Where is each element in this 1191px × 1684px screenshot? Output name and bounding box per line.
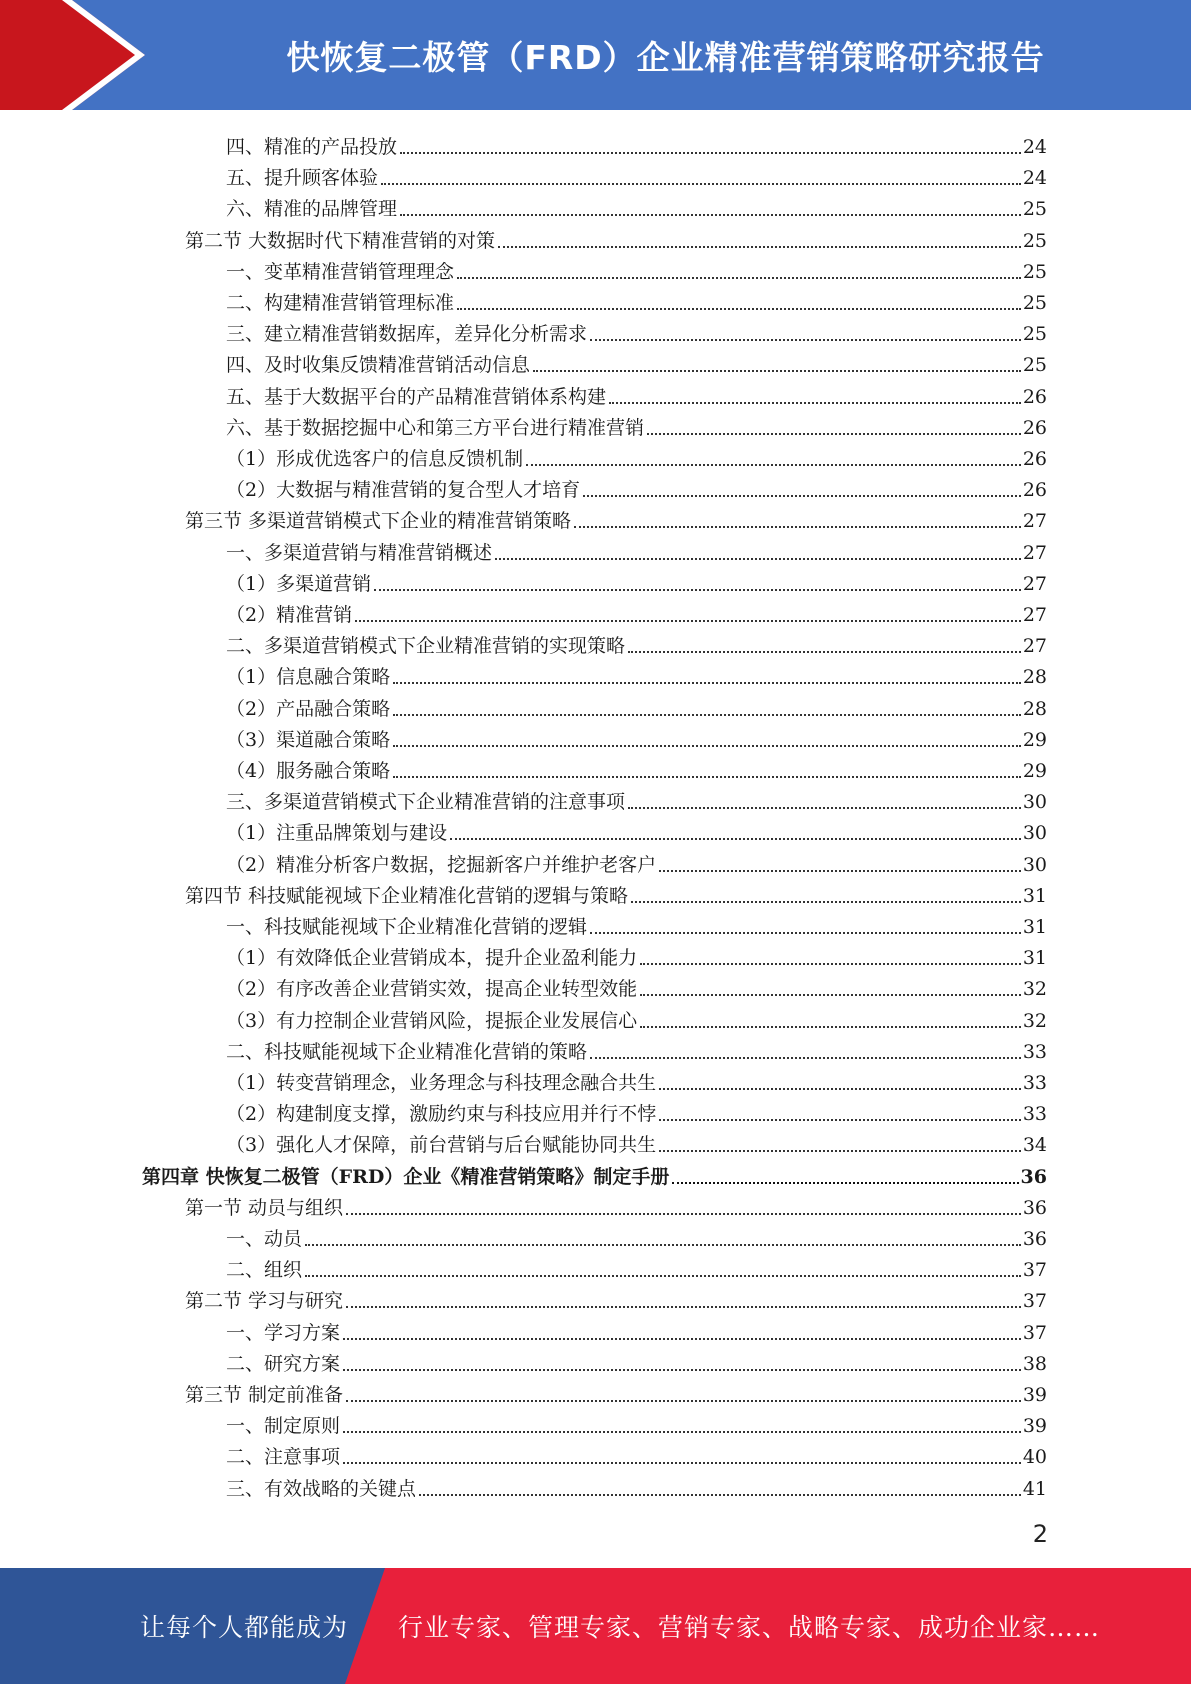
toc-entry[interactable]	[226, 752, 1047, 783]
toc-entry[interactable]	[226, 534, 1047, 565]
toc-entry-page: 27	[1022, 635, 1047, 658]
toc-entry-page: 25	[1022, 229, 1047, 252]
toc-entry-label: （1）形成优选客户的信息反馈机制	[226, 448, 524, 470]
toc-entry-page: 28	[1022, 697, 1047, 720]
toc-leader-dots	[640, 963, 1021, 965]
toc-leader-dots	[393, 776, 1021, 778]
toc-entry[interactable]	[185, 1282, 1047, 1313]
toc-entry-label: （2）精准营销	[226, 604, 353, 626]
toc-leader-dots	[400, 214, 1021, 216]
toc-entry[interactable]	[226, 1407, 1047, 1438]
toc-leader-dots	[419, 1494, 1021, 1496]
toc-entry[interactable]	[226, 1064, 1047, 1095]
toc-entry-page: 26	[1022, 448, 1047, 470]
toc-entry[interactable]	[226, 596, 1047, 627]
toc-entry-page: 29	[1022, 728, 1047, 751]
toc-leader-dots	[659, 1088, 1021, 1090]
toc-entry[interactable]	[226, 1095, 1047, 1126]
toc-leader-dots	[672, 1182, 1018, 1184]
toc-entry[interactable]	[226, 627, 1047, 658]
toc-leader-dots	[400, 152, 1021, 154]
toc-entry[interactable]	[226, 128, 1047, 159]
toc-leader-dots	[631, 901, 1021, 903]
toc-entry-label: 二、组织	[226, 1259, 303, 1282]
toc-entry-label: 四、精准的产品投放	[226, 136, 398, 158]
toc-leader-dots	[457, 308, 1021, 310]
toc-entry[interactable]	[226, 814, 1047, 845]
toc-entry-label: （2）构建制度支撑，激励约束与科技应用并行不悖	[226, 1103, 657, 1126]
toc-entry[interactable]	[226, 190, 1047, 221]
toc-entry-label: （1）信息融合策略	[226, 666, 391, 689]
toc-leader-dots	[640, 994, 1021, 996]
toc-leader-dots	[381, 183, 1021, 185]
toc-entry[interactable]	[226, 1220, 1047, 1251]
toc-entry[interactable]	[226, 471, 1047, 502]
toc-entry[interactable]	[226, 1033, 1047, 1064]
toc-entry-page: 33	[1022, 1103, 1047, 1126]
toc-entry-page: 27	[1022, 604, 1047, 626]
toc-entry[interactable]	[185, 222, 1047, 253]
footer-slogan: 让每个人都能成为	[140, 1613, 349, 1642]
toc-entry-label: 二、注意事项	[226, 1446, 341, 1469]
toc-entry[interactable]	[226, 159, 1047, 190]
toc-entry-page: 25	[1022, 354, 1047, 377]
toc-entry-label: 三、有效战略的关键点	[226, 1477, 417, 1500]
toc-entry-page: 34	[1022, 1134, 1047, 1157]
toc-entry[interactable]	[226, 284, 1047, 315]
toc-entry-page: 37	[1022, 1321, 1047, 1344]
toc-entry-page: 41	[1022, 1477, 1047, 1500]
toc-entry[interactable]	[226, 315, 1047, 346]
toc-entry[interactable]	[226, 1470, 1047, 1501]
toc-entry[interactable]	[226, 939, 1047, 970]
toc-entry-page: 36	[1022, 1196, 1047, 1219]
toc-entry[interactable]	[226, 846, 1047, 877]
header-banner	[0, 0, 1191, 110]
toc-leader-dots	[526, 464, 1021, 466]
toc-entry-label: 第三节 多渠道营销模式下企业的精准营销策略	[185, 510, 572, 533]
toc-entry-page: 32	[1022, 1009, 1047, 1032]
toc-entry-label: 一、科技赋能视域下企业精准化营销的逻辑	[226, 916, 588, 938]
toc-entry-label: （3）渠道融合策略	[226, 728, 391, 751]
toc-leader-dots	[583, 495, 1021, 497]
toc-entry[interactable]	[226, 970, 1047, 1001]
toc-leader-dots	[346, 1213, 1021, 1215]
toc-entry-label: （2）有序改善企业营销实效，提高企业转型效能	[226, 978, 638, 1001]
toc-entry[interactable]	[226, 1126, 1047, 1157]
toc-entry-label: （1）多渠道营销	[226, 572, 372, 595]
toc-entry-page: 39	[1022, 1415, 1047, 1438]
toc-entry-page: 25	[1022, 292, 1047, 314]
toc-entry-label: （1）注重品牌策划与建设	[226, 822, 448, 845]
toc-leader-dots	[305, 1275, 1021, 1277]
toc-leader-dots	[343, 1462, 1021, 1464]
toc-entry-label: 一、制定原则	[226, 1415, 341, 1438]
toc-entry-page: 30	[1022, 791, 1047, 814]
toc-leader-dots	[355, 620, 1021, 622]
toc-entry-label: 第四章 快恢复二极管（FRD）企业《精准营销策略》制定手册	[142, 1165, 670, 1188]
toc-leader-dots	[647, 433, 1021, 435]
toc-leader-dots	[659, 870, 1021, 872]
toc-entry[interactable]	[226, 908, 1047, 939]
toc-entry-label: 第二节 学习与研究	[185, 1290, 344, 1313]
toc-entry-label: （4）服务融合策略	[226, 760, 391, 782]
toc-entry[interactable]	[226, 409, 1047, 440]
toc-entry[interactable]	[226, 253, 1047, 284]
toc-entry-page: 28	[1022, 666, 1047, 689]
toc-entry-label: 二、多渠道营销模式下企业精准营销的实现策略	[226, 635, 626, 658]
toc-entry-page: 26	[1022, 385, 1047, 408]
toc-leader-dots	[609, 402, 1021, 404]
toc-entry-page: 38	[1022, 1352, 1047, 1375]
toc-entry-page: 39	[1022, 1384, 1047, 1406]
toc-entry-page: 25	[1022, 198, 1047, 221]
toc-entry-label: （3）强化人才保障，前台营销与后台赋能协同共生	[226, 1134, 657, 1157]
toc-entry-page: 24	[1022, 167, 1047, 190]
toc-leader-dots	[343, 1369, 1021, 1371]
toc-entry[interactable]	[226, 783, 1047, 814]
toc-entry-label: 四、及时收集反馈精准营销活动信息	[226, 354, 531, 377]
toc-entry-label: 一、动员	[226, 1228, 303, 1250]
toc-entry[interactable]	[142, 1158, 1047, 1189]
toc-leader-dots	[457, 277, 1021, 279]
toc-entry-label: 第二节 大数据时代下精准营销的对策	[185, 229, 496, 252]
toc-leader-dots	[659, 1150, 1021, 1152]
toc-entry-label: 三、多渠道营销模式下企业精准营销的注意事项	[226, 791, 626, 814]
toc-entry[interactable]	[226, 1314, 1047, 1345]
toc-entry-page: 33	[1022, 1072, 1047, 1094]
page-number: 2	[1032, 1520, 1048, 1548]
toc-entry[interactable]	[226, 690, 1047, 721]
toc-leader-dots	[574, 526, 1021, 528]
toc-entry-label: 五、基于大数据平台的产品精准营销体系构建	[226, 385, 607, 408]
toc-entry[interactable]	[226, 721, 1047, 752]
toc-entry-page: 25	[1022, 260, 1047, 283]
toc-entry-label: 五、提升顾客体验	[226, 167, 379, 190]
toc-entry-label: （3）有力控制企业营销风险，提振企业发展信心	[226, 1009, 638, 1032]
toc-entry[interactable]	[226, 1251, 1047, 1282]
toc-leader-dots	[498, 246, 1021, 248]
toc-entry[interactable]	[185, 502, 1047, 533]
toc-entry-page: 37	[1022, 1259, 1047, 1282]
toc-entry[interactable]	[226, 378, 1047, 409]
toc-entry-label: 第四节 科技赋能视域下企业精准化营销的逻辑与策略	[185, 884, 629, 907]
toc-entry-page: 29	[1022, 760, 1047, 782]
toc-entry-label: （2）大数据与精准营销的复合型人才培育	[226, 479, 581, 502]
toc-entry-page: 30	[1022, 822, 1047, 845]
toc-entry-label: 二、构建精准营销管理标准	[226, 292, 455, 314]
toc-entry-page: 31	[1022, 916, 1047, 938]
toc-entry-label: （2）精准分析客户数据，挖掘新客户并维护老客户	[226, 853, 657, 876]
toc-leader-dots	[343, 1338, 1021, 1340]
toc-entry-label: 二、科技赋能视域下企业精准化营销的策略	[226, 1040, 588, 1063]
header-arrow-icon	[0, 0, 150, 110]
toc-entry-page: 27	[1022, 572, 1047, 595]
toc-entry-label: 二、研究方案	[226, 1352, 341, 1375]
toc-entry-page: 30	[1022, 853, 1047, 876]
toc-entry[interactable]	[226, 1438, 1047, 1469]
toc-entry-page: 36	[1022, 1228, 1047, 1250]
toc-entry-label: 六、精准的品牌管理	[226, 198, 398, 221]
toc-leader-dots	[533, 370, 1021, 372]
toc-entry[interactable]	[226, 1345, 1047, 1376]
toc-entry[interactable]	[226, 440, 1047, 471]
toc-leader-dots	[374, 589, 1021, 591]
toc-leader-dots	[640, 1026, 1021, 1028]
toc-leader-dots	[393, 714, 1021, 716]
toc-leader-dots	[393, 745, 1021, 747]
toc-entry[interactable]	[226, 346, 1047, 377]
toc-entry-page: 32	[1022, 978, 1047, 1001]
toc-leader-dots	[590, 932, 1021, 934]
toc-leader-dots	[628, 651, 1021, 653]
toc-entry-label: 第一节 动员与组织	[185, 1196, 344, 1219]
toc-entry-page: 37	[1022, 1290, 1047, 1313]
toc-entry-page: 24	[1022, 136, 1047, 158]
toc-entry[interactable]	[226, 658, 1047, 689]
toc-entry-label: 一、学习方案	[226, 1321, 341, 1344]
toc-entry-page: 26	[1022, 416, 1047, 439]
toc-entry-label: 一、变革精准营销管理理念	[226, 260, 455, 283]
toc-entry-page: 36	[1020, 1165, 1047, 1188]
toc-entry-label: 第三节 制定前准备	[185, 1384, 344, 1406]
toc-entry-label: 六、基于数据挖掘中心和第三方平台进行精准营销	[226, 416, 645, 439]
toc-entry[interactable]	[226, 1002, 1047, 1033]
report-title: 快恢复二极管（FRD）企业精准营销策略研究报告	[286, 37, 1045, 77]
toc-entry-page: 27	[1022, 541, 1047, 564]
toc-leader-dots	[450, 838, 1021, 840]
footer-roles: 行业专家、管理专家、营销专家、战略专家、成功企业家……	[398, 1613, 1101, 1642]
toc-leader-dots	[346, 1306, 1021, 1308]
toc-entry[interactable]	[185, 1189, 1047, 1220]
toc-leader-dots	[305, 1244, 1021, 1246]
toc-entry-label: （1）转变营销理念，业务理念与科技理念融合共生	[226, 1072, 657, 1094]
toc-leader-dots	[393, 682, 1021, 684]
toc-entry-page: 27	[1022, 510, 1047, 533]
toc-leader-dots	[628, 807, 1021, 809]
toc-entry-label: 三、建立精准营销数据库，差异化分析需求	[226, 323, 588, 346]
footer-banner	[0, 1568, 1191, 1684]
toc-leader-dots	[343, 1431, 1021, 1433]
toc-leader-dots	[590, 339, 1021, 341]
toc-leader-dots	[659, 1119, 1021, 1121]
toc-entry[interactable]	[226, 565, 1047, 596]
toc-entry-page: 33	[1022, 1040, 1047, 1063]
toc-leader-dots	[346, 1400, 1021, 1402]
toc-entry-page: 31	[1022, 947, 1047, 970]
toc-entry[interactable]	[185, 877, 1047, 908]
toc-entry-page: 40	[1022, 1446, 1047, 1469]
toc-entry-label: （1）有效降低企业营销成本，提升企业盈利能力	[226, 947, 638, 970]
toc-entry-page: 25	[1022, 323, 1047, 346]
toc-entry-page: 26	[1022, 479, 1047, 502]
toc-entry[interactable]	[185, 1376, 1047, 1407]
toc-entry-label: 一、多渠道营销与精准营销概述	[226, 541, 493, 564]
toc-leader-dots	[495, 558, 1021, 560]
toc-leader-dots	[590, 1057, 1021, 1059]
toc-entry-page: 31	[1022, 884, 1047, 907]
toc-entry-label: （2）产品融合策略	[226, 697, 391, 720]
